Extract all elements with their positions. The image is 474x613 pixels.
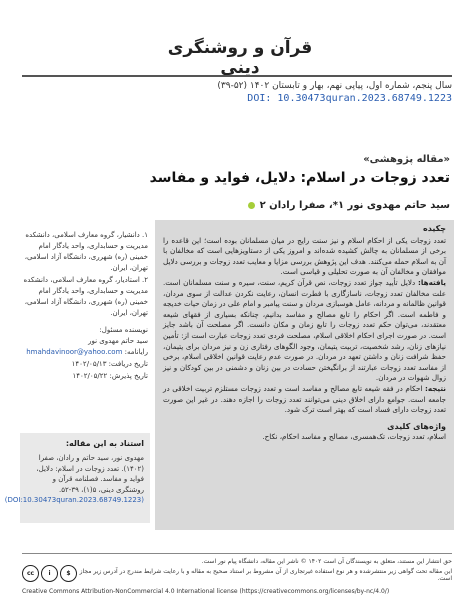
keywords-text: اسلام، تعدد زوجات، تک‌همسری، مصالح و مفاسد احکام، نکاح. [262,432,446,442]
corresponding-label: نویسنده مسئول: [99,326,148,334]
findings-text: دلایل تأیید جواز تعدد زوجات، نص قرآن کریم، سنت، سیره و سنت مسلمانان است. علت مخالفان تعدد زوجات، ناسازگاری با فطرت انسان، رعایت نکردن عدالت از سوی مردان، قوانین ظالمانه و مردانه، عامل هوسبازی مردان و سنت پیامبر و امام علی در زمان حیات خدیجه و فاطمه است. اگر احکام را تابع مصالح و مفاسد بدانیم، چنانکه بسیاری از فقهای شیعه معتقدند، می‌توان حکم تعدد زوجات را تابع زمان و مکان دانست. اگر مصلحت آن باشد جایز است. در صورت اجرای احکام اخلاقی اسلام، مصلحت فردی تعدد زوجات عبارت است از: تأمین نیازهای زنان، رشد شخصیت، تربیت یتیمان، وجود الگوهای رفتاری زن و نیز مردان برای یتیمان، حفظ شرافت زنان و داشتن تعهد در مردان. در صورت عدم رعایت قوانین اخلاقی اسلام، برخی از مفاسد تعدد زوجات عبارتند از برانگیختن حسادت در بین زنان و دشمنی در بین کودکان و نیز زوال شهوات در مردان. [163,277,446,383]
footer-divider [22,553,452,554]
article-type: «مقاله پژوهشی» [363,154,450,165]
citation-reference: مهدوی نور، سید حاتم و رادان، صفرا (۱۴۰۲). تعدد زوجات در اسلام: دلایل، فواید و مفاسد. فصلنامه قرآن و روشنگری دینی، ۵(۱)، ۳۹-۵۲. [36,454,144,494]
attribution-icon: i [41,565,58,582]
header-divider [22,75,452,77]
citation-heading: استناد به این مقاله: [65,439,144,448]
findings-label: یافته‌ها: [418,277,446,287]
footer-license-en[interactable]: Creative Commons Attribution-NonCommercial 4.0 International license (https://creativecommons.org/licenses/by-nc/4.0/) [22,588,390,595]
date-received: تاریخ دریافت: ۱۴۰۲/۰۵/۱۳ [71,360,148,368]
issue-line: سال پنجم، شماره اول، پیاپی نهم، بهار و تابستان ۱۴۰۲ (۵۲-۳۹) [217,81,452,91]
abstract-body: تعدد زوجات یکی از احکام اسلام و نیز سنت رایج در میان مسلمانان بوده است؛ این قاعده را برخی از مسلمانان به چالش کشیده شده‌اند و امروز یکی از دستاویزهایی است که مخالفان با آن به اسلام حمله می‌کنند. هدف این پژوهش بررسی مزایا و معایب تعدد زوجات و بررسی دلایل موافقان و مخالفان آن به صورت تحلیلی و قیاسی است. [163,235,446,277]
abstract-heading: چکیده [422,224,446,233]
affiliation-1: ۱. دانشیار، گروه معارف اسلامی، دانشکده مدیریت و حسابداری، واحد یادگار امام خمینی (ره) شهرری، دانشگاه آزاد اسلامی، تهران، ایران. [24,231,148,272]
journal-title: قرآن و روشنگری دینی [167,38,313,78]
conclusion-text: احکام در فقه شیعه تابع مصالح و مفاسد است و تعدد زوجات مستلزم تربیت اخلاقی در جامعه است. جوامع دارای اخلاق دینی می‌توانند تعدد زوجات را اجازه دهند. در غیر این صورت تعدد زوجات دارای فساد است که بهتر است ترک شود. [163,383,446,415]
noncommercial-icon: $ [60,565,77,582]
date-accepted: تاریخ پذیرش: ۱۴۰۲/۰۵/۲۲ [72,372,148,380]
cc-icon: cc [22,565,39,582]
corresponding-email-row [20,348,148,356]
email-link[interactable]: hmahdavinoor@yahoo.com [26,348,123,356]
email-label: رایانامه: [124,348,148,356]
footer-license-fa: این مقاله تحت گواهی زیر منتشرشده و هر نوع استفاده غیرتجاری از آن مشروط بر استناد صحیح به مقاله و با رعایت شرایط مندرج در آدرس زیر مجاز است. [79,568,452,582]
citation-doi-link[interactable]: (DOI:10.30473quran.2023.68749.1223) [4,496,144,504]
orcid-icon[interactable] [248,202,255,209]
keywords-heading: واژه‌های کلیدی [387,421,446,431]
author-list [30,200,450,211]
footer-copyright: حق انتشار این مستند، متعلق به نویسندگان آن است ۱۴۰۲ © ناشر این مقاله، دانشگاه پیام نور است. [201,558,452,565]
doi-link[interactable]: DOI: 10.30473quran.2023.68749.1223 [247,93,452,104]
conclusion-label: نتیجه: [425,383,446,393]
citation-text [4,453,144,506]
corresponding-name: سید حاتم مهدوی نور [88,337,148,345]
article-title: تعدد زوجات در اسلام: دلایل، فواید و مفاسد [149,170,450,186]
abstract-box [155,220,454,530]
citation-box [4,433,150,523]
affiliation-2: ۲. استادیار، گروه معارف اسلامی، دانشکده مدیریت و حسابداری، واحد یادگار امام خمینی (ره) شهرری، دانشگاه آزاد اسلامی، تهران، ایران. [23,276,148,317]
abstract-content [163,224,446,443]
authors-text: سید حاتم مهدوی نور ۱*، صفرا رادان ۲ [259,200,450,211]
